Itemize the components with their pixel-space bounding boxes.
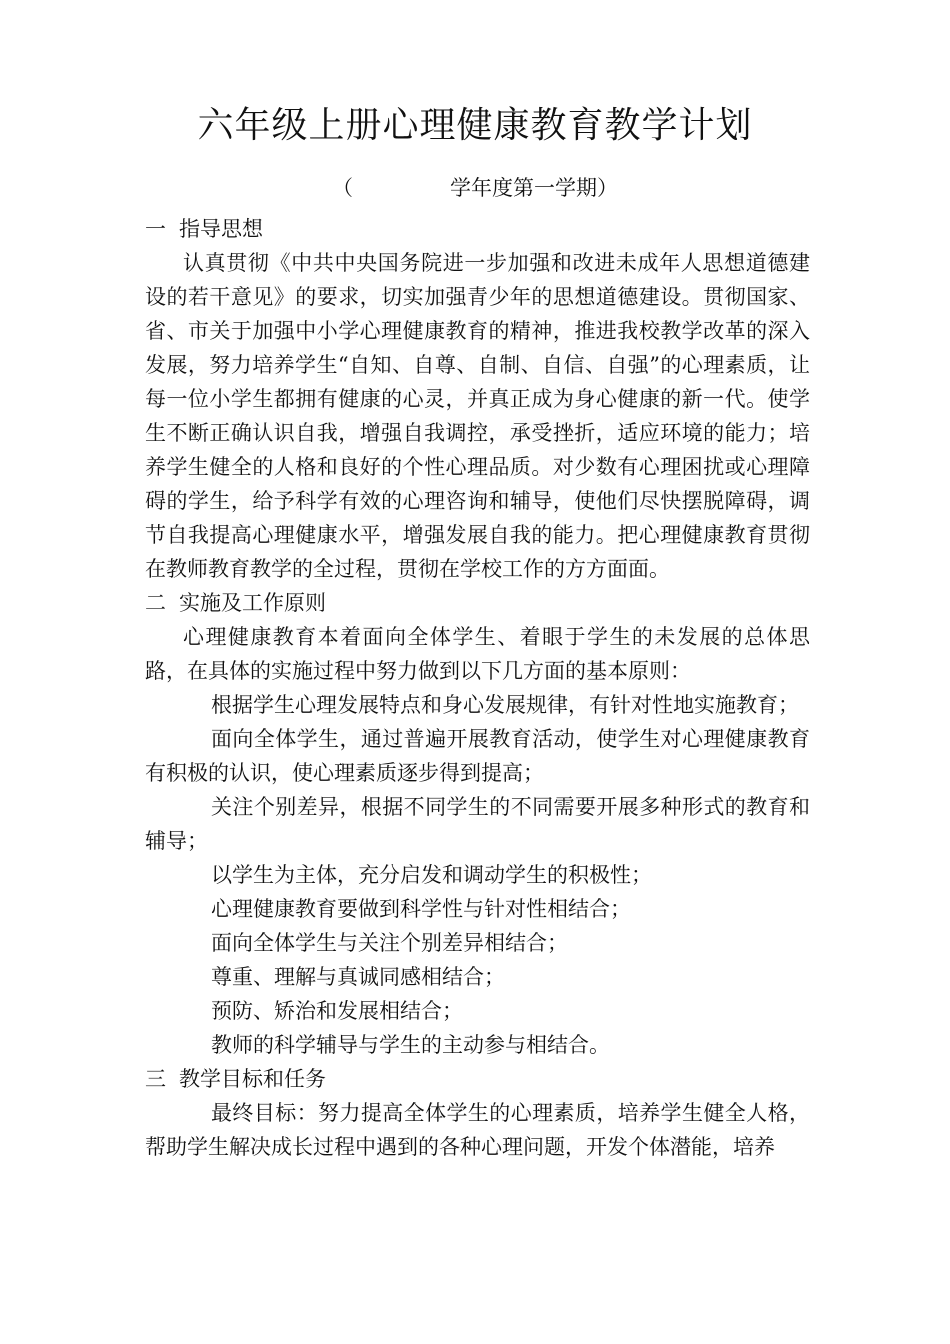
school-year-subtitle	[332, 172, 652, 204]
subtitle-open-paren: （	[332, 176, 353, 200]
section-title: 教学目标和任务	[179, 1067, 326, 1091]
principle-item: 心理健康教育要做到科学性与针对性相结合；	[211, 897, 631, 921]
section-number: 一	[145, 217, 166, 241]
subtitle-term: 学年度第一学期）	[450, 176, 618, 200]
section-heading-guiding-ideas	[145, 212, 810, 246]
principle-item: 关注个别差异，根据不同学生的不同需要开展多种形式的教育和辅导；	[145, 795, 810, 853]
principle-item: 预防、矫治和发展相结合；	[211, 999, 463, 1023]
goal-item: 最终目标：努力提高全体学生的心理素质，培养学生健全人格，帮助学生解决成长过程中遇到的各种心理问题，开发个体潜能，培养	[145, 1101, 810, 1159]
section-title: 指导思想	[179, 217, 263, 241]
paragraph-principles-intro: 心理健康教育本着面向全体学生、着眼于学生的未发展的总体思路，在具体的实施过程中努力做到以下几方面的基本原则：	[145, 625, 810, 683]
principle-item: 以学生为主体，充分启发和调动学生的积极性；	[211, 863, 652, 887]
principle-item: 尊重、理解与真诚同感相结合；	[211, 965, 505, 989]
section-number: 二	[145, 591, 166, 615]
principle-item: 根据学生心理发展特点和身心发展规律，有针对性地实施教育；	[211, 693, 799, 717]
principle-item: 面向全体学生，通过普遍开展教育活动，使学生对心理健康教育有积极的认识，使心理素质逐步得到提高；	[145, 727, 810, 785]
paragraph-guiding-ideas: 认真贯彻《中共中央国务院进一步加强和改进未成年人思想道德建设的若干意见》的要求，切实加强青少年的思想道德建设。贯彻国家、省、市关于加强中小学心理健康教育的精神，推进我校教学改革的深入发展，努力培养学生“自知、自尊、自制、自信、自强”的心理素质，让每一位小学生都拥有健康的心灵，并真正成为身心健康的新一代。使学生不断正确认识自我，增强自我调控，承受挫折，适应环境的能力；培养学生健全的人格和良好的个性心理品质。对少数有心理困扰或心理障碍的学生，给予科学有效的心理咨询和辅导，使他们尽快摆脱障碍，调节自我提高心理健康水平，增强发展自我的能力。把心理健康教育贯彻在教师教育教学的全过程，贯彻在学校工作的方方面面。	[145, 251, 810, 581]
principle-item: 面向全体学生与关注个别差异相结合；	[211, 931, 568, 955]
section-title: 实施及工作原则	[179, 591, 326, 615]
page-title: 六年级上册心理健康教育教学计划	[197, 105, 753, 146]
section-heading-principles	[145, 586, 810, 620]
section-heading-goals	[145, 1062, 810, 1096]
document-body	[145, 212, 810, 1164]
section-number: 三	[145, 1067, 166, 1091]
principle-item: 教师的科学辅导与学生的主动参与相结合。	[211, 1033, 610, 1057]
